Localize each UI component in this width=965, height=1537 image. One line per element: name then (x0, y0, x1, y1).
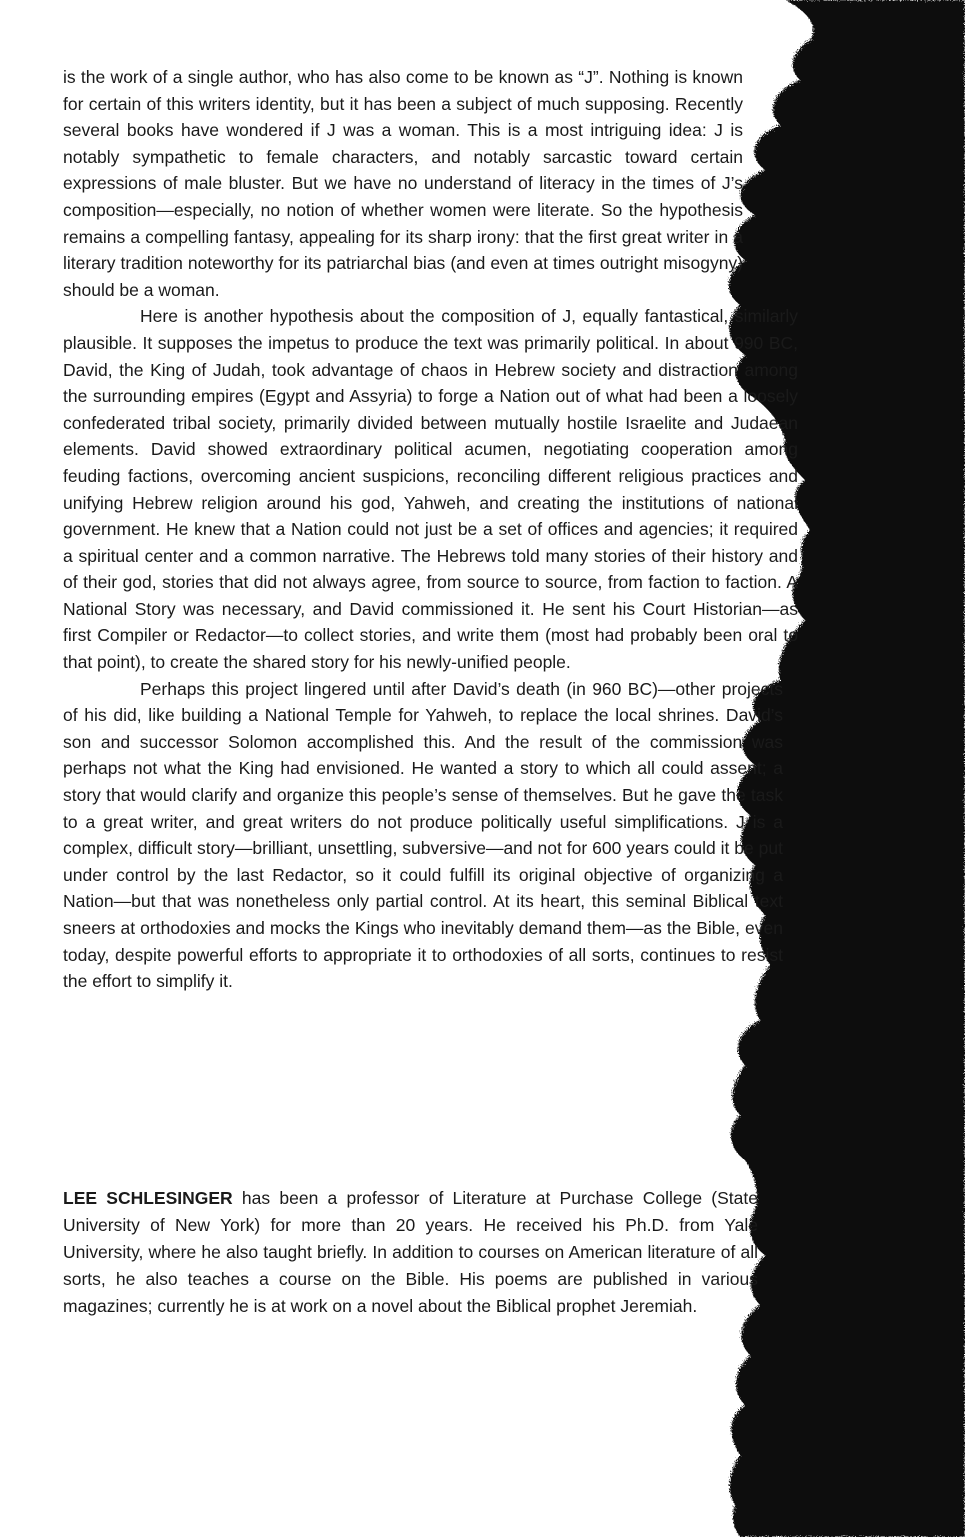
article-paragraph: Perhaps this project lingered until after David’s death (in 960 BC)—other projects of his did, like building a National Temple for Yahweh, to replace the local shrines. David’s son and successor Solomon accomplished this. And the result of the commission was perhaps not what the King had envisioned. He wanted a story to which all could assent; a story that would clarify and organize this people’s sense of themselves. But he gave the task to a great writer, and great writers do not produce politically useful simplifications. J is a complex, difficult story—brilliant, unsettling, subversive—and not for 600 years could it be put under control by the last Redactor, so it could fulfill its original objective of organizing a Nation—but that was nonetheless only partial control. At its heart, this seminal Biblical text sneers at orthodoxies and mocks the Kings who inevitably demand them—as the Bible, even today, despite powerful efforts to appropriate it to orthodoxies of all sorts, continues to resist the effort to simplify it. (63, 678, 783, 992)
author-bio-text: has been a professor of Literature at Purchase College (State University of New York) for more than 20 years. He received his Ph.D. from Yale University, where he also taught briefly. In addition to courses on American literature of all sorts, he also teaches a course on the Bible. His poems are published in various magazines; currently he is at work on a novel about the Biblical prophet Jeremiah. (63, 1188, 758, 1316)
author-bio (63, 1185, 758, 1320)
article-paragraph: Here is another hypothesis about the composition of J, equally fantastical, similarly plausible. It supposes the impetus to produce the text was primarily political. In about 990 BC, David, the King of Judah, took advantage of chaos in Hebrew society and distraction among the surrounding empires (Egypt and Assyria) to forge a Nation out of what had been a loosely confederated tribal society, primarily divided between mutually hostile Israelite and Judaean elements. David showed extraordinary political acumen, negotiating cooperation among feuding factions, overcoming ancient suspicions, reconciling different religious practices and unifying Hebrew religion around his god, Yahweh, and creating the institutions of national government. He knew that a Nation could not just be a set of offices and agencies; it required a spiritual center and a common narrative. The Hebrews told many stories of their history and of their god, stories that did not always agree, from source to source, from faction to faction. A National Story was necessary, and David commissioned it. He sent his Court Historian—as first Compiler or Redactor—to collect stories, and write them (most had probably been oral to that point), to create the shared story for his newly-unified people. (63, 306, 798, 673)
article-body (63, 64, 803, 995)
article-paragraph: is the work of a single author, who has also come to be known as “J”. Nothing is known for certain of this writers identity, but it has been a subject of much supposing. Recently several books have wondered if J was a woman. This is a most intriguing idea: J is notably sympathetic to female characters, and notably sarcastic toward certain expressions of male bluster. But we have no understand of literacy in the times of J’s composition—especially, no notion of whether women were literate. So the hypothesis remains a compelling fantasy, appealing for its sharp irony: that the first great writer in a literary tradition noteworthy for its patriarchal bias (and even at times outright misogyny) should be a woman. (63, 67, 743, 300)
author-name: LEE SCHLESINGER (63, 1188, 233, 1208)
